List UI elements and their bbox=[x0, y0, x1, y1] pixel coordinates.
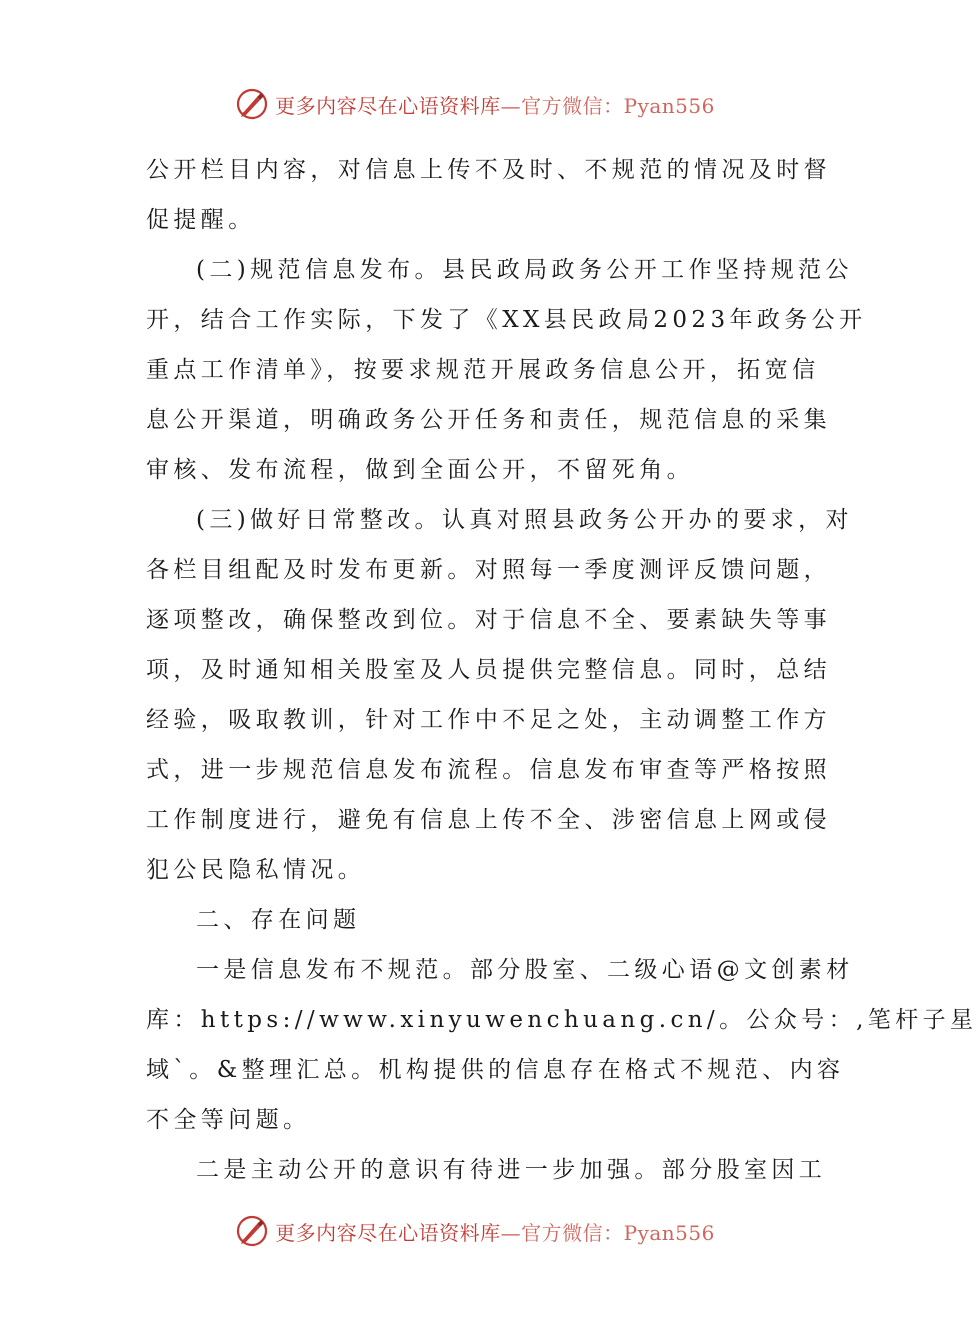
text-line: 一是信息发布不规范。部分股室、二级心语@文创素材 bbox=[196, 957, 854, 983]
text-line: 开，结合工作实际，下发了《XX县民政局2023年政务公开 bbox=[146, 307, 867, 333]
text-line: 二、存在问题 bbox=[196, 907, 361, 933]
text-line: 促提醒。 bbox=[146, 207, 256, 233]
text-line: 经验，吸取教训，针对工作中不足之处，主动调整工作方 bbox=[146, 707, 831, 733]
pen-logo-icon bbox=[235, 1214, 269, 1248]
banner-dash: — bbox=[500, 1220, 522, 1245]
text-line: 二是主动公开的意识有待进一步加强。部分股室因工 bbox=[196, 1157, 827, 1183]
header-banner bbox=[0, 84, 950, 124]
text-line: 逐项整改，确保整改到位。对于信息不全、要素缺失等事 bbox=[146, 607, 831, 633]
text-line: 式，进一步规范信息发布流程。信息发布审查等严格按照 bbox=[146, 757, 831, 783]
text-line: 工作制度进行，避免有信息上传不全、涉密信息上网或侵 bbox=[146, 807, 831, 833]
text-line: 域`。&整理汇总。机构提供的信息存在格式不规范、内容 bbox=[146, 1057, 845, 1083]
footer-banner bbox=[0, 1211, 950, 1251]
text-line: 公开栏目内容，对信息上传不及时、不规范的情况及时督 bbox=[146, 157, 831, 183]
pen-logo-icon bbox=[235, 87, 269, 121]
banner-text bbox=[275, 90, 715, 119]
text-line: 息公开渠道，明确政务公开任务和责任，规范信息的采集 bbox=[146, 407, 831, 433]
text-line: 各栏目组配及时发布更新。对照每一季度测评反馈问题， bbox=[146, 557, 831, 583]
banner-wechat-text: 官方微信：Pyan556 bbox=[521, 1220, 715, 1245]
banner-text bbox=[275, 1217, 715, 1246]
text-line: (三)做好日常整改。认真对照县政务公开办的要求，对 bbox=[196, 507, 853, 533]
text-line: (二)规范信息发布。县民政局政务公开工作坚持规范公 bbox=[196, 257, 853, 283]
text-line: 不全等问题。 bbox=[146, 1107, 311, 1133]
banner-inner bbox=[235, 1214, 715, 1248]
text-line: 库：https://www.xinyuwenchuang.cn/。公众号：,笔杆子星 bbox=[146, 1007, 977, 1033]
text-line: 项，及时通知相关股室及人员提供完整信息。同时，总结 bbox=[146, 657, 831, 683]
text-line: 重点工作清单》，按要求规范开展政务信息公开，拓宽信 bbox=[146, 357, 820, 383]
banner-brand-text: 更多内容尽在心语资料库 bbox=[275, 93, 501, 118]
text-line: 审核、发布流程，做到全面公开，不留死角。 bbox=[146, 457, 694, 483]
banner-wechat-text: 官方微信：Pyan556 bbox=[521, 93, 715, 118]
banner-brand-text: 更多内容尽在心语资料库 bbox=[275, 1220, 501, 1245]
text-line: 犯公民隐私情况。 bbox=[146, 857, 366, 883]
document-body bbox=[146, 145, 977, 1195]
banner-dash: — bbox=[500, 93, 522, 118]
banner-inner bbox=[235, 87, 715, 121]
